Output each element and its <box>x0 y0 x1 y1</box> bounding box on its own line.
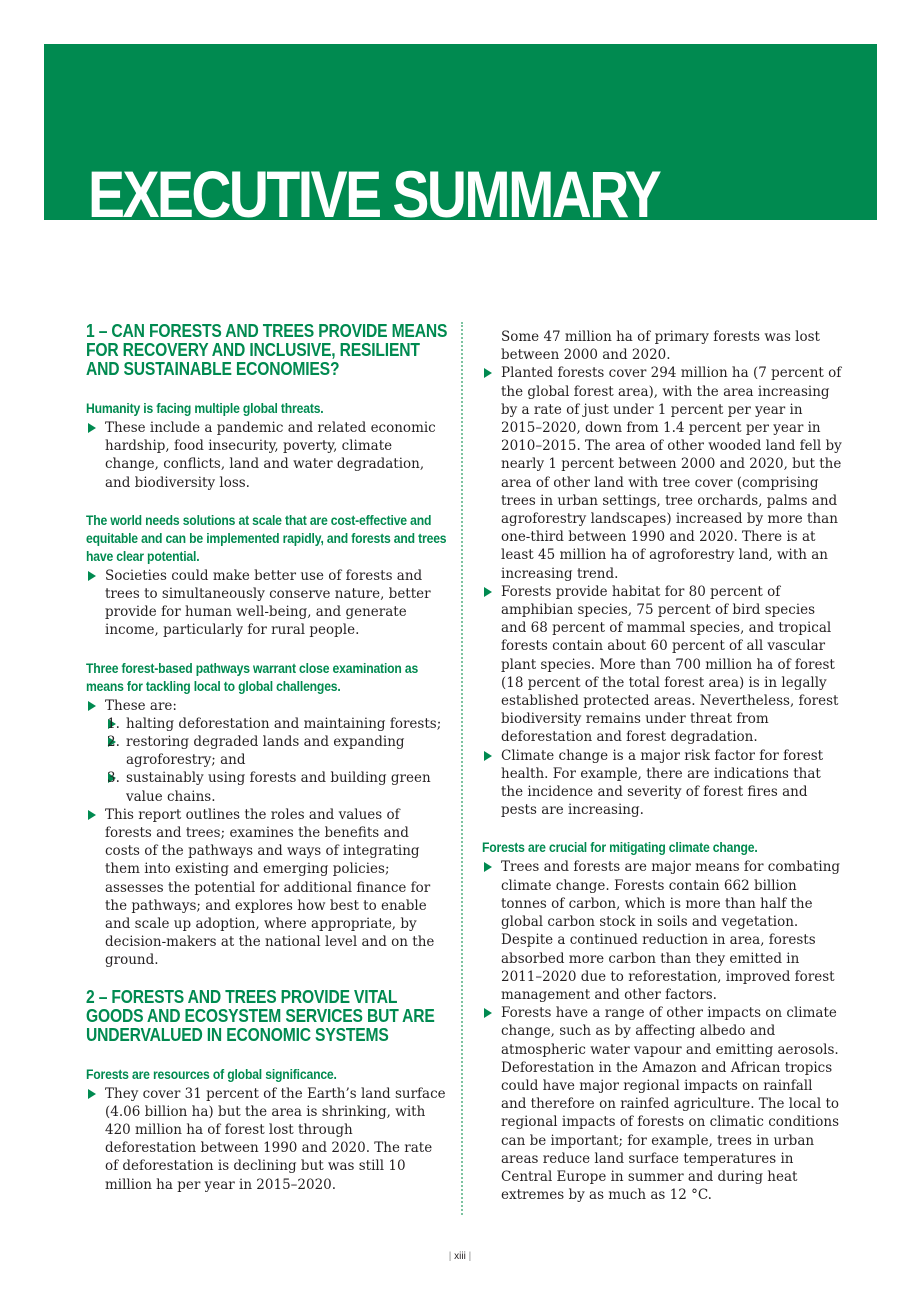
bullet-list <box>86 419 448 492</box>
page-number <box>0 1251 920 1262</box>
bullet-item: Planted forests cover 294 million ha (7 percent of the global forest area), with the area increasing by a rate of just under 1 percent per year in 2015–2020, down from 1.4 percent per year in 2010–2015. The area of other wooded land fell by nearly 1 percent between 2000 and 2020, but the area of other land with tree cover (comprising trees in urban settings, tree orchards, palms and agroforestry landscapes) increased by more than one-third between 1990 and 2020. There is at least 45 million ha of agroforestry land, with an increasing trend. <box>482 364 842 582</box>
item-number: 1. <box>107 715 120 732</box>
bullet-item <box>86 697 448 806</box>
pathway-item <box>106 769 448 805</box>
page-title: EXECUTIVE SUMMARY <box>88 157 660 220</box>
pathway-list <box>86 715 448 806</box>
item-number: 2. <box>107 734 120 751</box>
bullet-list <box>482 364 842 819</box>
subheading-three-pathways: Three forest-based pathways warrant close examination as means for tackling local to global challenges. <box>86 659 419 694</box>
pathway-item <box>106 715 448 733</box>
item-text: restoring degraded lands and expanding agroforestry; and <box>126 734 405 769</box>
bullet-list <box>86 697 448 970</box>
section-1-title: 1 – CAN FORESTS AND TREES PROVIDE MEANS FOR RECOVERY AND INCLUSIVE, RESILIENT AND SUSTAINABLE ECONOMIES? <box>86 321 448 379</box>
bullet-text: These are: <box>105 697 177 714</box>
bullet-list <box>86 1085 448 1194</box>
section-2-title: 2 – FORESTS AND TREES PROVIDE VITAL GOODS AND ECOSYSTEM SERVICES BUT ARE UNDERVALUED IN ECONOMIC SYSTEMS <box>86 986 435 1045</box>
pathway-item <box>106 733 448 769</box>
bullet-item: Forests provide habitat for 80 percent of amphibian species, 75 percent of bird species and 68 percent of mammal species, and tropical forests contain about 60 percent of all vascular plant species. More than 700 million ha of forest (18 percent of the total forest area) is in legally established protected areas. Nevertheless, forest biodiversity remains under threat from deforestation and forest degradation. <box>482 583 842 747</box>
bullet-item: Climate change is a major risk factor for forest health. For example, there are indications that the incidence and severity of forest fires and pests are increasing. <box>482 747 842 820</box>
page-number-value: xiii <box>454 1251 466 1262</box>
subheading-global-threats: Humanity is facing multiple global threats. <box>86 400 324 416</box>
subheading-global-significance: Forests are resources of global significance. <box>86 1065 337 1082</box>
column-divider <box>461 322 463 1215</box>
bullet-item: Trees and forests are major means for combating climate change. Forests contain 662 billion tonnes of carbon, which is more than half the global carbon stock in soils and vegetation. Despite a continued reduction in area, forests absorbed more carbon than they emitted in 2011–2020 due to reforestation, improved forest management and other factors. <box>482 858 842 1004</box>
left-column <box>86 322 448 1194</box>
item-number: 3. <box>107 770 120 787</box>
right-column <box>482 322 842 1204</box>
continued-paragraph: Some 47 million ha of primary forests was lost between 2000 and 2020. <box>501 329 820 364</box>
header-banner <box>44 44 877 220</box>
bullet-item: Societies could make better use of forests and trees to simultaneously conserve nature, better provide for human well-being, and generate income, particularly for rural people. <box>86 567 448 640</box>
item-text: halting deforestation and maintaining forests; <box>126 715 442 732</box>
bullet-item: This report outlines the roles and values of forests and trees; examines the benefits and costs of the pathways and ways of integrating them into existing and emerging policies; assesses the potential for additional finance for the pathways; and explores how best to enable and scale up adoption, where appropriate, by decision-makers at the national level and on the ground. <box>86 806 448 970</box>
subheading-solutions-at-scale: The world needs solutions at scale that are cost-effective and equitable and can be implemented rapidly, and forests and trees have clear potential. <box>86 511 447 564</box>
bullet-item: These include a pandemic and related economic hardship, food insecurity, poverty, climate change, conflicts, land and water degradation, and biodiversity loss. <box>86 419 448 492</box>
bullet-item: They cover 31 percent of the Earth’s land surface (4.06 billion ha) but the area is shrinking, with 420 million ha of forest lost through deforestation between 1990 and 2020. The rate of deforestation is declining but was still 10 million ha per year in 2015–2020. <box>86 1085 448 1194</box>
bullet-list <box>86 567 448 640</box>
item-text: sustainably using forests and building green value chains. <box>126 770 431 805</box>
bullet-list <box>482 858 842 1204</box>
page-number-bar-right: | <box>468 1251 472 1262</box>
bullet-item: Forests have a range of other impacts on climate change, such as by affecting albedo and atmospheric water vapour and emitting aerosols. Deforestation in the Amazon and African tropics could have major regional impacts on rainfall and therefore on rainfed agriculture. The local to regional impacts of forests on climatic conditions can be important; for example, trees in urban areas reduce land surface temperatures in Central Europe in summer and during heat extremes by as much as 12 °C. <box>482 1004 842 1204</box>
subheading-climate-change: Forests are crucial for mitigating climate change. <box>482 839 758 856</box>
page-number-bar-left: | <box>448 1251 452 1262</box>
